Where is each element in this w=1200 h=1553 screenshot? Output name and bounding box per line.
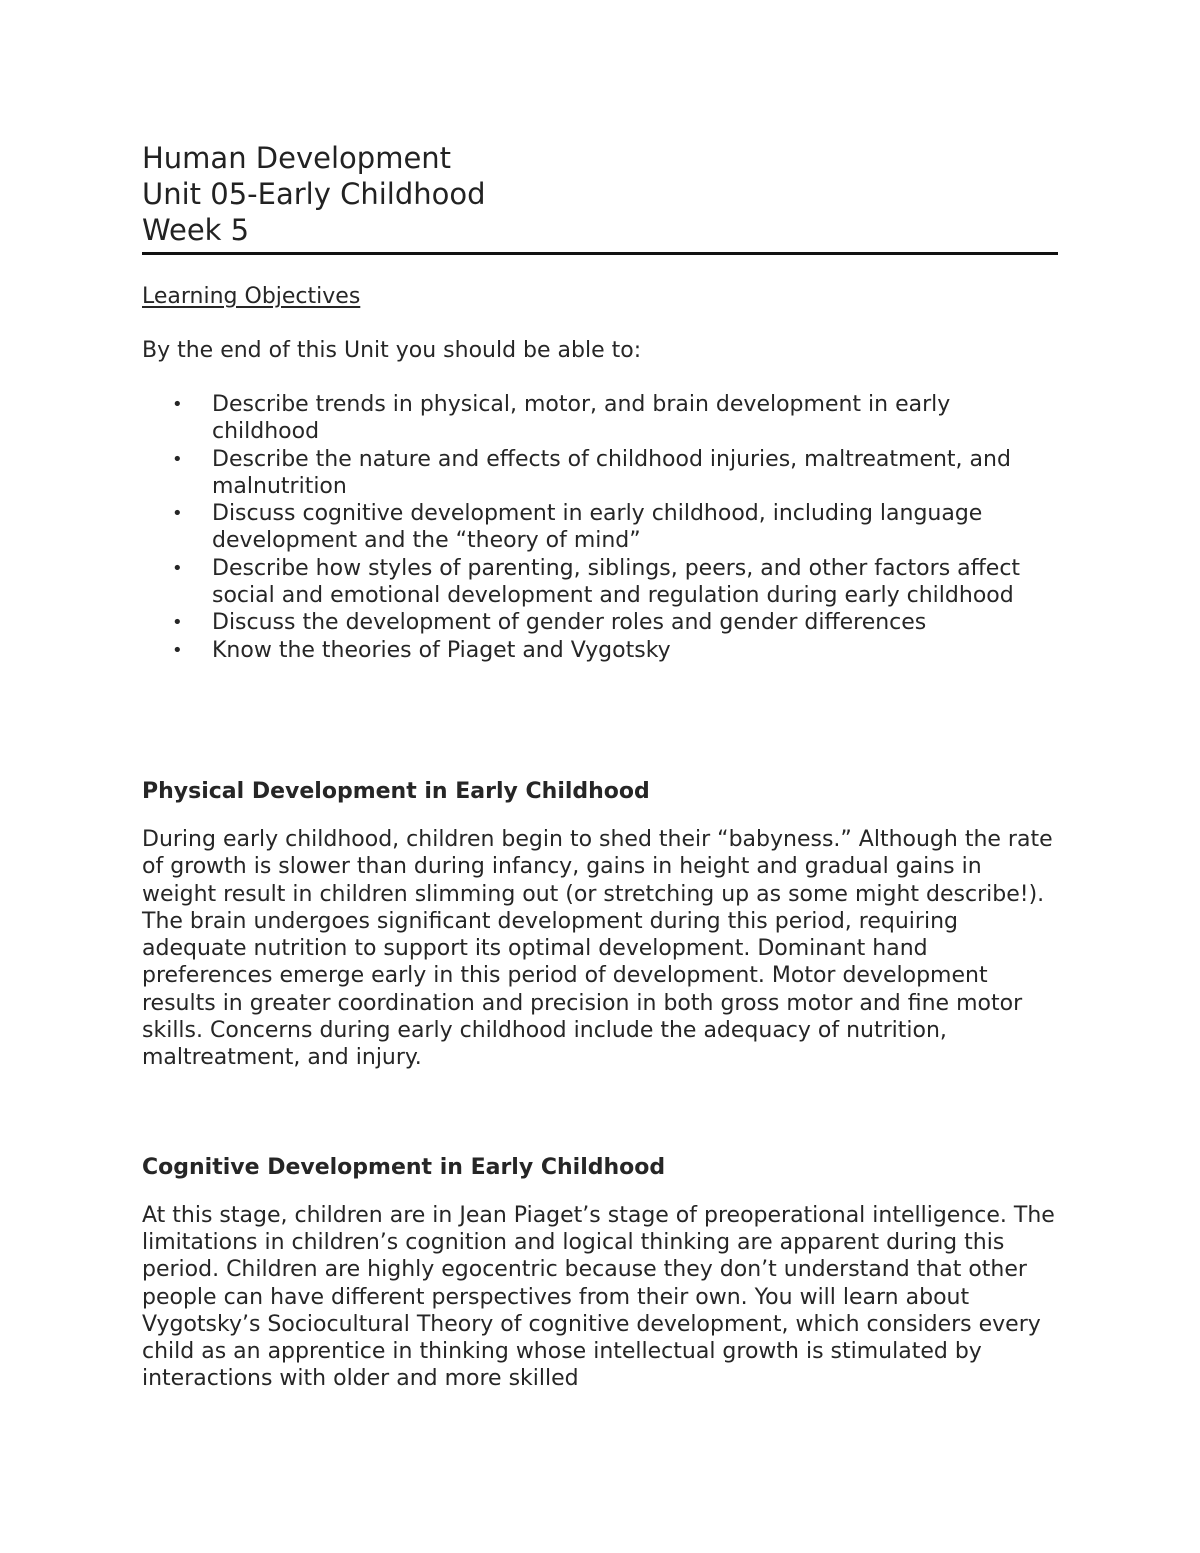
objective-text: Discuss cognitive development in early childhood, including language development and the “theory of mind” — [212, 501, 983, 554]
objective-text: Describe the nature and effects of childhood injuries, maltreatment, and malnutrition — [212, 446, 1011, 499]
objective-text: Describe trends in physical, motor, and brain development in early childhood — [212, 392, 951, 445]
objective-text: Describe how styles of parenting, siblings, peers, and other factors affect social and emotional development and regulation during early childhood — [212, 555, 1021, 609]
week-label: Week 5 — [142, 213, 250, 247]
learning-objectives-heading: Learning Objectives — [142, 284, 361, 309]
title-divider — [142, 252, 1058, 255]
physical-development-heading: Physical Development in Early Childhood — [142, 778, 650, 804]
list-item — [142, 637, 1052, 664]
document-title-block — [142, 140, 1060, 248]
unit-title: Unit 05-Early Childhood — [142, 177, 486, 211]
list-item — [142, 555, 1052, 610]
bullet-icon: • — [172, 448, 183, 470]
list-item — [142, 391, 1052, 446]
physical-development-paragraph: During early childhood, children begin to shed their “babyness.” Although the rate of growth is slower than during infancy, gains in height and gradual gains in weight result in children slimming out (or stretching up as some might describe!). The brain undergoes significant development during this period, requiring adequate nutrition to support its optimal development. Dominant hand preferences emerge early in this period of development. Motor development results in greater coordination and precision in both gross motor and fine motor skills. Concerns during early childhood include the adequacy of nutrition, maltreatment, and injury. — [142, 826, 1053, 1071]
bullet-icon: • — [172, 639, 183, 661]
list-item — [142, 446, 1052, 501]
bullet-icon: • — [172, 612, 183, 634]
objective-text: Discuss the development of gender roles and gender differences — [212, 610, 927, 636]
list-item — [142, 609, 1052, 636]
course-title: Human Development — [142, 141, 452, 175]
bullet-icon: • — [172, 503, 183, 525]
bullet-icon: • — [172, 394, 183, 415]
cognitive-development-paragraph: At this stage, children are in Jean Piaget’s stage of preoperational intelligence. The limitations in children’s cognition and logical thinking are apparent during this period. Children are highly egocentric because they don’t understand that other people can have different perspectives from their own. You will learn about Vygotsky’s Sociocultural Theory of cognitive development, which considers every child as an apprentice in thinking whose intellectual growth is stimulated by interactions with older and more skilled — [142, 1202, 1055, 1392]
objectives-intro: By the end of this Unit you should be able to: — [142, 338, 642, 363]
objective-text: Know the theories of Piaget and Vygotsky — [212, 637, 671, 663]
list-item — [142, 500, 1052, 555]
document-page — [142, 140, 1060, 1393]
cognitive-development-heading: Cognitive Development in Early Childhood — [142, 1154, 666, 1180]
bullet-icon: • — [172, 557, 183, 579]
objectives-list — [142, 391, 1060, 664]
